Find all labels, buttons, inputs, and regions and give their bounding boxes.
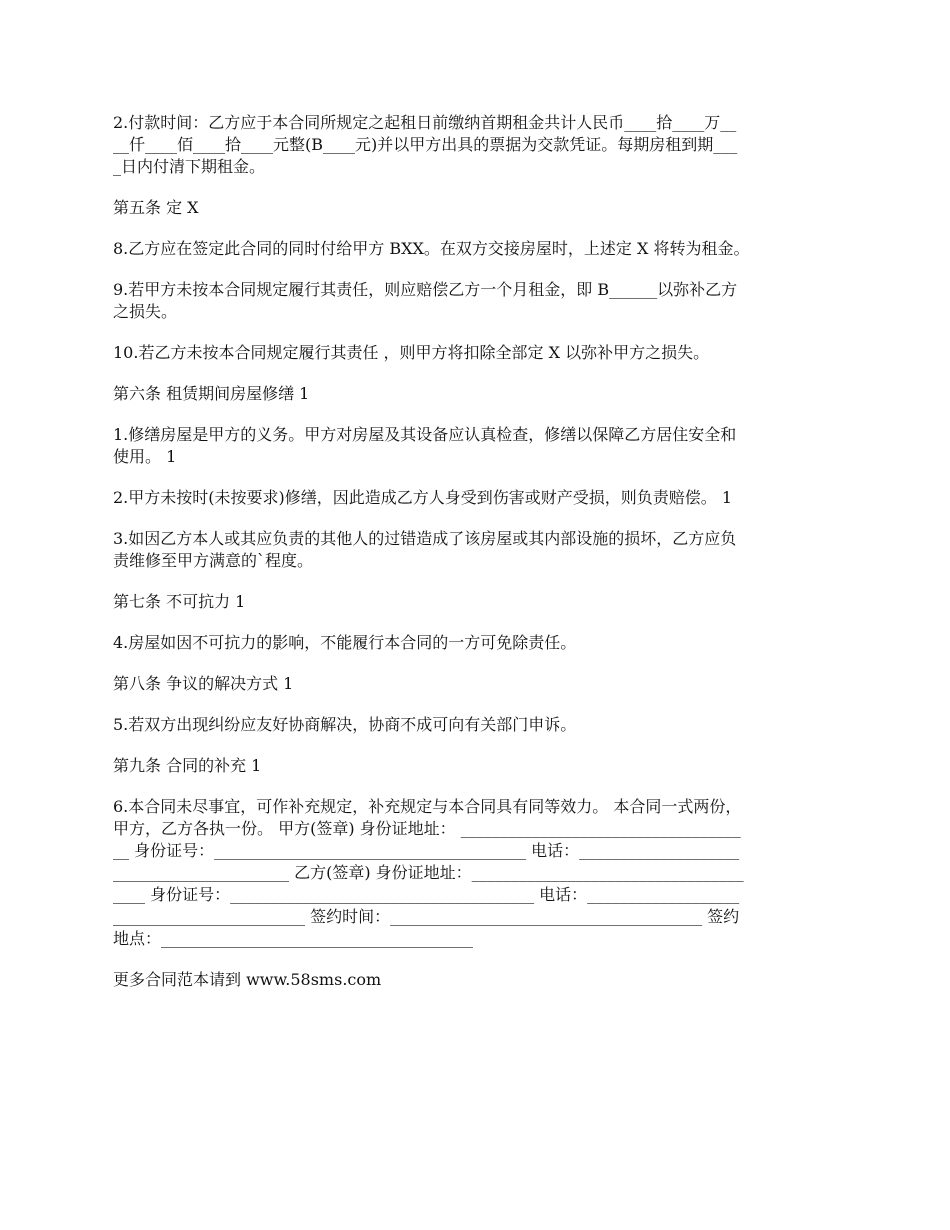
- text-line: 2.付款时间：乙方应于本合同所规定之起租日前缴纳首期租金共计人民币____拾____万__: [113, 113, 737, 132]
- text-line: 责维修至甲方满意的`程度。: [113, 551, 314, 570]
- document-page: [113, 112, 837, 1010]
- contract-paragraph: [113, 632, 837, 654]
- text-line: 之损失。: [113, 302, 178, 321]
- contract-paragraph: [113, 342, 837, 364]
- contract-paragraph: [113, 714, 837, 736]
- text-line: __仟____佰____拾____元整(B____元)并以甲方出具的票据为交款凭证。每期房租到期___: [113, 135, 738, 154]
- text-line: 3.如因乙方本人或其应负责的其他人的过错造成了该房屋或其内部设施的损坏，乙方应负: [113, 529, 737, 548]
- text-line: 甲方，乙方各执一份。 甲方(签章) 身份证地址： ___________________________________: [113, 819, 741, 838]
- text-line: 9.若甲方未按本合同规定履行其责任，则应赔偿乙方一个月租金，即 B______以弥补乙方: [113, 280, 738, 299]
- text-line: 地点：_______________________________________: [113, 929, 474, 948]
- text-line: 1.修缮房屋是甲方的义务。甲方对房屋及其设备应认真检查，修缮以保障乙方居住安全和: [113, 425, 737, 444]
- contract-paragraph: [113, 528, 837, 572]
- section-heading: [113, 673, 837, 695]
- section-heading: [113, 591, 837, 613]
- text-line: 第八条 争议的解决方式 1: [113, 674, 294, 693]
- text-line: 使用。 1: [113, 447, 177, 466]
- contract-paragraph: [113, 279, 837, 323]
- text-line: 第七条 不可抗力 1: [113, 592, 246, 611]
- text-line: 4.房屋如因不可抗力的影响，不能履行本合同的一方可免除责任。: [113, 633, 577, 652]
- text-line: 6.本合同未尽事宜，可作补充规定，补充规定与本合同具有同等效力。 本合同一式两份，: [113, 797, 742, 816]
- text-line: 2.甲方未按时(未按要求)修缮，因此造成乙方人身受到伤害或财产受损，则负责赔偿。 1: [113, 488, 733, 507]
- contract-paragraph: [113, 424, 837, 468]
- text-line: 5.若双方出现纠纷应友好协商解决，协商不成可向有关部门申诉。: [113, 715, 577, 734]
- section-heading: [113, 383, 837, 405]
- text-line: 第五条 定 X: [113, 198, 199, 217]
- text-line: 第六条 租赁期间房屋修缮 1: [113, 384, 310, 403]
- contract-paragraph: [113, 796, 837, 950]
- text-line: ____ 身份证号：______________________________________ 电话：___________________: [113, 885, 740, 904]
- contract-paragraph: [113, 969, 837, 991]
- text-line: 10.若乙方未按本合同规定履行其责任 ，则甲方将扣除全部定 X 以弥补甲方之损失。: [113, 343, 710, 362]
- contract-paragraph: [113, 238, 837, 260]
- section-heading: [113, 755, 837, 777]
- text-line: __ 身份证号：_______________________________________ 电话：____________________: [113, 841, 740, 860]
- text-line: 更多合同范本请到 www.58sms.com: [113, 970, 382, 989]
- text-line: ______________________ 乙方(签章) 身份证地址：__________________________________: [113, 863, 744, 882]
- text-line: 第九条 合同的补充 1: [113, 756, 262, 775]
- contract-paragraph: [113, 487, 837, 509]
- text-line: ________________________ 签约时间：_______________________________________ 签约: [113, 907, 740, 926]
- text-line: _日内付清下期租金。: [113, 157, 266, 176]
- contract-paragraph: [113, 112, 837, 178]
- text-line: 8.乙方应在签定此合同的同时付给甲方 BXX。在双方交接房屋时，上述定 X 将转为租金。: [113, 239, 750, 258]
- section-heading: [113, 197, 837, 219]
